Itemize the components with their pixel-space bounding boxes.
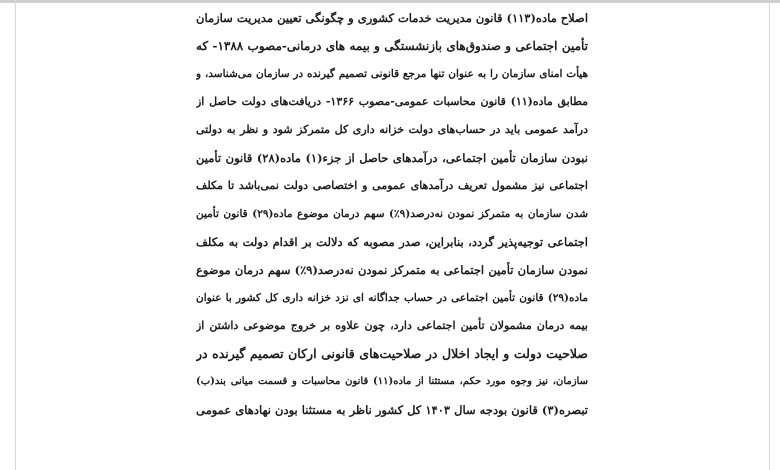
left-edge-divider — [15, 0, 16, 470]
text-line-13: صلاحیت دولت و ایجاد اخلال در صلاحیت‌های قانونی ارکان تصمیم گیرنده در — [196, 346, 588, 361]
text-line-6: نبودن سازمان تأمین اجتماعی، درآمدهای حاصل از جزء(۱) ماده(۲۸) قانون تأمین — [196, 151, 588, 165]
document-page — [196, 4, 588, 418]
text-line-1: اصلاح ماده(۱۱۳) قانون مدیریت خدمات کشوری و چگونگی تعیین مدیریت سازمان — [196, 11, 588, 25]
text-line-4: مطابق ماده(۱۱) قانون محاسبات عمومی-مصوب ۱۳۶۶- دریافت‌های دولت حاصل از — [196, 95, 588, 108]
text-line-12: بیمه درمان مشمولان تأمین اجتماعی دارد، چون علاوه بر خروج موضوعی داشتن از — [196, 319, 588, 332]
top-edge-divider — [0, 0, 780, 3]
text-line-3: هیأت امنای سازمان را به عنوان تنها مرجع قانونی تصمیم گیرنده در سازمان می‌شناسد، و — [196, 68, 588, 80]
text-line-2: تأمین اجتماعی و صندوق‌های بازنشستگی و بیمه های درمانی-مصوب ۱۳۸۸- که — [196, 39, 588, 53]
text-line-10: نمودن سازمان تأمین اجتماعی به متمرکز نمودن نه‌درصد(۹٪) سهم درمان موضوع — [196, 263, 588, 277]
text-line-9: اجتماعی توجیه‌پذیر گردد، بنابراین، صدر مصوبه که دلالت بر اقدام دولت به مکلف — [196, 235, 588, 249]
text-line-11: ماده(۲۹) قانون تأمین اجتماعی در حساب جداگانه ای نزد خزانه داری کل کشور با عنوان — [196, 292, 588, 304]
text-line-8: شدن سازمان به متمرکز نمودن نه‌درصد(۹٪) سهم درمان موضوع ماده(۲۹) قانون تأمین — [196, 208, 588, 220]
text-line-14: سازمان، نیز وجوه مورد حکم، مستثنا از ماده(۱۱) قانون محاسبات و قسمت میانی بند(ب) — [196, 376, 588, 387]
right-edge-divider — [769, 0, 770, 470]
text-line-5: درآمد عمومی باید در حساب‌های دولت خزانه داری کل متمرکز شود و نظر به دولتی — [196, 123, 588, 136]
text-line-15: تبصره(۳) قانون بودجه سال ۱۴۰۳ کل کشور ناظر به مستثنا بودن نهادهای عمومی — [196, 403, 588, 417]
text-line-7: اجتماعی نیز مشمول تعریف درآمدهای عمومی و اختصاصی دولت نمی‌باشد تا مکلف — [196, 179, 588, 192]
